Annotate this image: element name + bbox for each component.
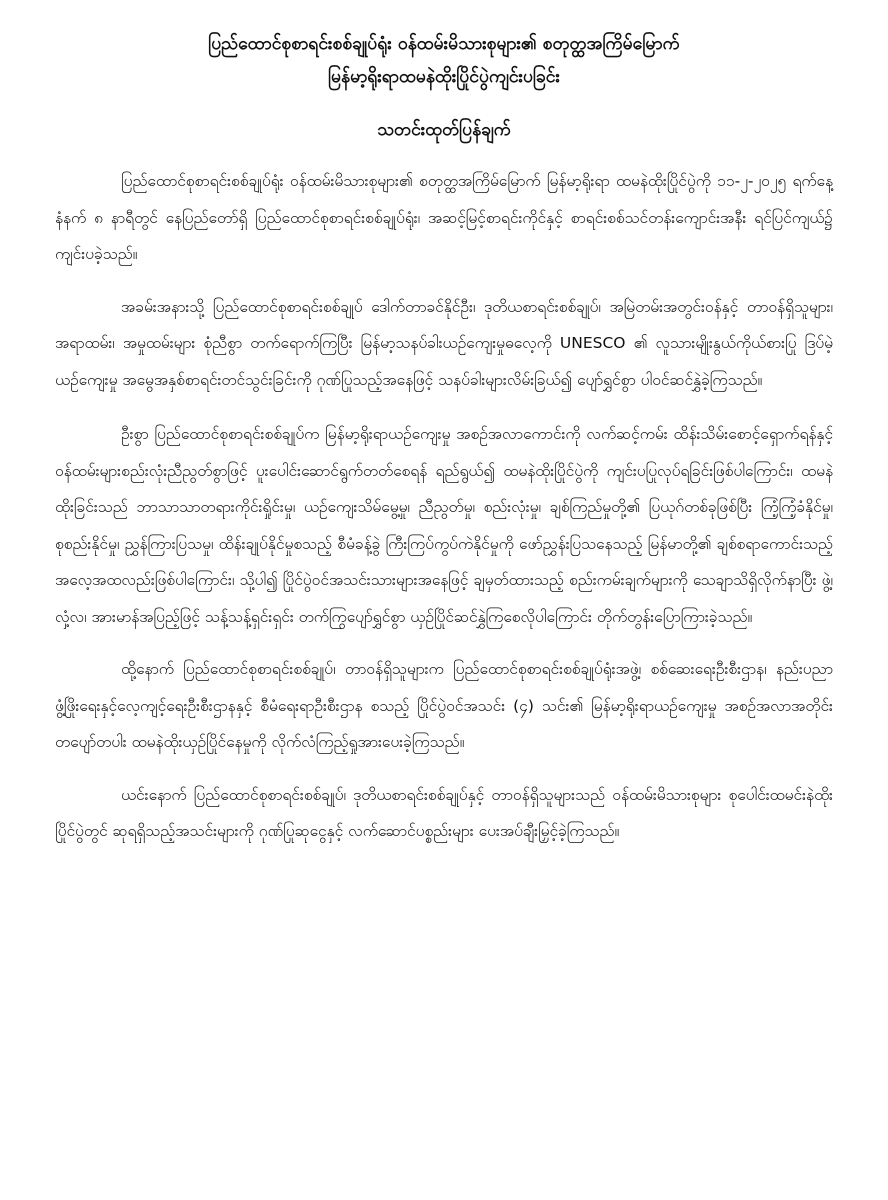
press-release-subtitle: သတင်းထုတ်ပြန်ချက် <box>377 120 511 140</box>
title-line-2: မြန်မာ့ရိုးရာထမနဲထိုးပြိုင်ပွဲကျင်းပခြင်း <box>328 67 560 87</box>
title-line-1: ပြည်ထောင်စုစာရင်းစစ်ချုပ်ရုံး ဝန်ထမ်းမိသားစုများ၏ စတုတ္ထအကြိမ်မြောက် <box>208 34 680 54</box>
paragraph-4: ထို့နောက် ပြည်ထောင်စုစာရင်းစစ်ချုပ်၊ တာဝန်ရှိသူများက ပြည်ထောင်စုစာရင်းစစ်ချုပ်ရုံးအဖွဲ့၊ စစ်ဆေးရေးဦးစီးဌာန၊ နည်းပညာဖွံ့ဖြိုးရေးနှင့်လေ့ကျင့်ရေးဦးစီးဌာနနှင့် စီမံရေးရာဦးစီးဌာန စသည့် ပြိုင်ပွဲဝင်အသင်း (၄) သင်း၏ မြန်မာ့ရိုးရာယဉ်ကျေးမှု အစဉ်အလာအတိုင်း တပျော်တပါး ထမနဲထိုးယှဉ်ပြိုင်နေမှုကို လိုက်လံကြည့်ရှုအားပေးခဲ့ကြသည်။ <box>55 660 833 751</box>
paragraph-3: ဦးစွာ ပြည်ထောင်စုစာရင်းစစ်ချုပ်က မြန်မာ့ရိုးရာယဉ်ကျေးမှု အစဉ်အလာကောင်းကို လက်ဆင့်ကမ်း ထိန်းသိမ်းစောင့်ရှောက်ရန်နှင့် ဝန်ထမ်းများစည်းလုံးညီညွတ်စွာဖြင့် ပူးပေါင်းဆောင်ရွက်တတ်စေရန် ရည်ရွယ်၍ ထမနဲထိုးပြိုင်ပွဲကို ကျင်းပပြုလုပ်ရခြင်းဖြစ်ပါကြောင်း၊ ထမနဲထိုးခြင်းသည် ဘာသာသာတရားကိုင်းရှိုင်းမှု၊ ယဉ်ကျေးသိမ်မွေ့မှု၊ ညီညွတ်မှု၊ စည်းလုံးမှု၊ ချစ်ကြည်မှုတို့၏ ပြယုဂ်တစ်ခုဖြစ်ပြီး ကြံ့ကြံ့ခံနိုင်မှု၊ စုစည်းနိုင်မှု၊ ညွှန်ကြားပြသမှု၊ ထိန်းချုပ်နိုင်မှုစသည့် စီမံခန့်ခွဲ ကြီးကြပ်ကွပ်ကဲနိုင်မှုကို ဖော်ညွှန်းပြသနေသည့် မြန်မာတို့၏ ချစ်စရာကောင်းသည့် အလေ့အထလည်းဖြစ်ပါကြောင်း၊ သို့ပါ၍ ပြိုင်ပွဲဝင်အသင်းသားများအနေဖြင့် ချမှတ်ထားသည့် စည်းကမ်းချက်များကို သေချာသိရှိလိုက်နာပြီး ဖွဲ့၊ လှံ့လ၊ အားမာန်အပြည့်ဖြင့် သန့်သန့်ရှင်းရှင်း တက်ကြွပျော်ရွှင်စွာ ယှဉ်ပြိုင်ဆင်နွှဲကြစေလိုပါကြောင်း တိုက်တွန်းပြောကြားခဲ့သည်။ <box>55 425 833 626</box>
paragraph-1: ပြည်ထောင်စုစာရင်းစစ်ချုပ်ရုံး ဝန်ထမ်းမိသားစုများ၏ စတုတ္ထအကြိမ်မြောက် မြန်မာ့ရိုးရာ ထမနဲထိုးပြိုင်ပွဲကို ၁၁-၂-၂၀၂၅ ရက်နေ့ နံနက် ၈ နာရီတွင် နေပြည်တော်ရှိ ပြည်ထောင်စုစာရင်းစစ်ချုပ်ရုံး၊ အဆင့်မြင့်စာရင်းကိုင်နှင့် စာရင်းစစ်သင်တန်းကျောင်းအနီး ရင်ပြင်ကျယ်၌ ကျင်းပခဲ့သည်။ <box>55 172 833 263</box>
paragraph-5: ယင်းနောက် ပြည်ထောင်စုစာရင်းစစ်ချုပ်၊ ဒုတိယစာရင်းစစ်ချုပ်နှင့် တာဝန်ရှိသူများသည် ဝန်ထမ်းမိသားစုများ စုပေါင်းထမင်းနဲထိုးပြိုင်ပွဲတွင် ဆုရရှိသည့်အသင်းများကို ဂုဏ်ပြုဆုငွေနှင့် လက်ဆောင်ပစ္စည်းများ ပေးအပ်ချီးမြှင့်ခဲ့ကြသည်။ <box>55 785 833 840</box>
paragraph-2: အခမ်းအနားသို့ ပြည်ထောင်စုစာရင်းစစ်ချုပ် ဒေါက်တာခင်နိုင်ဦး၊ ဒုတိယစာရင်းစစ်ချုပ်၊ အမြဲတမ်းအတွင်းဝန်နှင့် တာဝန်ရှိသူများ၊ အရာထမ်း၊ အမှုထမ်းများ စုံညီစွာ တက်ရောက်ကြပြီး မြန်မာ့သနပ်ခါးယဉ်ကျေးမှုဓလေ့ကို UNESCO ၏ လူသားမျိုးနွယ်ကိုယ်စားပြု ဒြပ်မဲ့ယဉ်ကျေးမှု အမွေအနှစ်စာရင်းတင်သွင်းခြင်းကို ဂုဏ်ပြုသည့်အနေဖြင့် သနပ်ခါးများလိမ်းခြယ်၍ ပျော်ရွှင်စွာ ပါဝင်ဆင်နွှဲခဲ့ကြသည်။ <box>55 297 833 389</box>
